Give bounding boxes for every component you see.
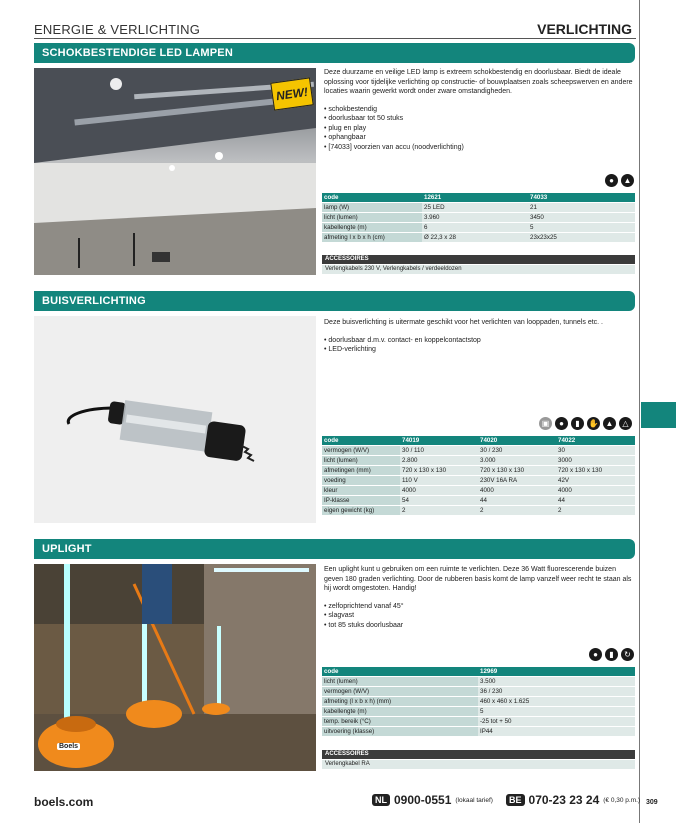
uplight-description <box>324 565 634 630</box>
table-cell: 42V <box>556 476 635 486</box>
led-description <box>324 68 634 152</box>
table-row <box>322 717 635 727</box>
table-cell: 460 x 460 x 1.625 <box>478 697 635 707</box>
led-accessories-header: ACCESSOIRES <box>322 255 635 264</box>
tube-feature-list <box>324 336 634 355</box>
led-feature-icons <box>605 174 634 187</box>
table-cell: 2 <box>478 506 556 516</box>
led-accessories-text: Verlengkabels 230 V, Verlengkabels / verdeeldozen <box>322 265 635 274</box>
list-item: • doorlusbaar tot 50 stuks <box>324 114 634 124</box>
table-cell: afmeting l x b x h (cm) <box>322 233 422 243</box>
table-cell: 44 <box>556 496 635 506</box>
table-cell: lamp (W) <box>322 203 422 213</box>
be-phone-number[interactable]: 070-23 23 24 <box>528 793 600 807</box>
battery-icon: ▣ <box>539 417 552 430</box>
table-cell: -25 tot + 50 <box>478 717 635 727</box>
phone-be <box>506 793 640 807</box>
uplight-feature-icons <box>589 648 634 661</box>
table-cell: kabellengte (m) <box>322 707 478 717</box>
table-cell: IP44 <box>478 727 635 737</box>
uplight-description-text: Een uplight kunt u gebruiken om een ruimte te verlichten. Deze 36 Watt fluorescerende buizen geven 180 graden verlichting. Door de rubberen basis komt de lamp vanzelf weer recht te staan als hij wordt omgestoten. Handig! <box>324 566 632 592</box>
table-cell: afmeting (l x b x h) (mm) <box>322 697 478 707</box>
hand-icon: ✋ <box>588 419 599 428</box>
tube-description <box>324 318 634 355</box>
nl-phone-note: (lokaal tarief) <box>455 796 493 804</box>
table-cell: 30 / 110 <box>400 446 478 456</box>
table-cell: eigen gewicht (kg) <box>322 506 400 516</box>
table-cell: 2.800 <box>400 456 478 466</box>
table-cell: 6 <box>422 223 528 233</box>
table-cell: 5 <box>478 707 635 717</box>
plug-icon: ▮ <box>605 648 618 661</box>
list-item: • schokbestendig <box>324 105 634 115</box>
page-number: 309 <box>646 799 658 806</box>
table-cell: 720 x 130 x 130 <box>556 466 635 476</box>
table-row <box>322 697 635 707</box>
table-cell: 4000 <box>556 486 635 496</box>
plug-icon: ▮ <box>571 417 584 430</box>
list-item: • plug en play <box>324 124 634 134</box>
table-cell: 30 <box>556 446 635 456</box>
lamp-icon: ● <box>555 417 568 430</box>
table-row <box>322 213 635 223</box>
table-cell: 110 V <box>400 476 478 486</box>
table-row <box>322 223 635 233</box>
nl-phone-number[interactable]: 0900-0551 <box>394 793 452 807</box>
table-cell: temp. bereik (°C) <box>322 717 478 727</box>
uplight-photo <box>34 564 316 771</box>
led-spec-table <box>322 193 635 243</box>
table-header-row <box>322 667 635 677</box>
uplight-accessories-header: ACCESSOIRES <box>322 750 635 759</box>
section-header-uplight: UPLIGHT <box>34 539 635 559</box>
table-cell: afmetingen (mm) <box>322 466 400 476</box>
table-header-cell: code <box>322 193 422 203</box>
uplight-feature-list <box>324 602 634 631</box>
tube-description-text: Deze buisverlichting is uitermate geschikt voor het verlichten van looppaden, tunnels etc. . <box>324 319 603 326</box>
table-row <box>322 203 635 213</box>
website-link[interactable]: boels.com <box>34 795 94 809</box>
table-row <box>322 496 635 506</box>
tube-feature-icons <box>539 417 632 430</box>
table-header-row <box>322 436 635 446</box>
nl-flag: NL <box>372 794 390 806</box>
table-row <box>322 233 635 243</box>
table-cell: 25 LED <box>422 203 528 213</box>
new-badge: NEW! <box>270 77 314 110</box>
table-row <box>322 486 635 496</box>
table-cell: voeding <box>322 476 400 486</box>
table-cell: kabellengte (m) <box>322 223 422 233</box>
list-item: • tot 85 stuks doorlusbaar <box>324 621 634 631</box>
table-cell: uitvoering (klasse) <box>322 727 478 737</box>
be-flag: BE <box>506 794 525 806</box>
table-header-cell: code <box>322 667 478 677</box>
table-header-cell: code <box>322 436 400 446</box>
table-cell: licht (lumen) <box>322 456 400 466</box>
header-divider <box>34 38 636 39</box>
table-cell: 3450 <box>528 213 635 223</box>
table-cell: 2 <box>556 506 635 516</box>
table-row <box>322 677 635 687</box>
led-feature-list <box>324 105 634 153</box>
uplight-brand-label: Boels <box>59 743 79 750</box>
table-cell: 5 <box>528 223 635 233</box>
table-cell: 30 / 230 <box>478 446 556 456</box>
lamp-icon: ● <box>605 174 618 187</box>
be-phone-note: (€ 0,30 p.m.) <box>603 796 641 804</box>
page-edge-line <box>639 0 640 823</box>
list-item: • ophangbaar <box>324 133 634 143</box>
table-header-row <box>322 193 635 203</box>
helmet-icon: ▲ <box>603 417 616 430</box>
table-header-cell: 12969 <box>478 667 635 677</box>
table-cell: vermogen (W/V) <box>322 687 478 697</box>
table-cell: 44 <box>478 496 556 506</box>
led-description-text: Deze duurzame en veilige LED lamp is extreem schokbestendig en doorlusbaar. Biedt de ideale oplossing voor tijdelijke verlichting op constructie- of bouwplaatsen zoals scheepswerven en andere locaties waarin gewerkt wordt onder zware omstandigheden. <box>324 69 633 95</box>
table-cell: licht (lumen) <box>322 213 422 223</box>
table-row <box>322 707 635 717</box>
table-cell: Ø 22,3 x 28 <box>422 233 528 243</box>
table-cell: 3.500 <box>478 677 635 687</box>
section-title: VERLICHTING <box>537 21 632 37</box>
table-cell: vermogen (W/V) <box>322 446 400 456</box>
table-row <box>322 446 635 456</box>
tower-icon: △ <box>619 417 632 430</box>
table-cell: 23x23x25 <box>528 233 635 243</box>
phone-nl <box>372 793 493 807</box>
table-header-cell: 74019 <box>400 436 478 446</box>
table-cell: 230V 16A RA <box>478 476 556 486</box>
table-cell: 3.000 <box>478 456 556 466</box>
table-cell: kleur <box>322 486 400 496</box>
list-item: • doorlusbaar d.m.v. contact- en koppelcontactstop <box>324 336 634 346</box>
section-header-buis: BUISVERLICHTING <box>34 291 635 311</box>
table-header-cell: 12621 <box>422 193 528 203</box>
table-row <box>322 466 635 476</box>
table-cell: 4000 <box>400 486 478 496</box>
table-cell: 2 <box>400 506 478 516</box>
table-cell: 720 x 130 x 130 <box>478 466 556 476</box>
table-row <box>322 687 635 697</box>
table-cell: 54 <box>400 496 478 506</box>
table-row <box>322 456 635 466</box>
uplight-spec-table <box>322 667 635 737</box>
table-row <box>322 506 635 516</box>
table-header-cell: 74033 <box>528 193 635 203</box>
table-row <box>322 727 635 737</box>
list-item: • zelfoprichtend vanaf 45° <box>324 602 634 612</box>
table-cell: 4000 <box>478 486 556 496</box>
section-header-led: SCHOKBESTENDIGE LED LAMPEN <box>34 43 635 63</box>
accu-icon: ▲ <box>621 174 634 187</box>
rotate-icon: ↻ <box>621 648 634 661</box>
tube-light-photo <box>34 316 316 523</box>
list-item: • LED-verlichting <box>324 345 634 355</box>
table-header-cell: 74020 <box>478 436 556 446</box>
table-cell: 21 <box>528 203 635 213</box>
list-item: • slagvast <box>324 611 634 621</box>
list-item: • [74033] voorzien van accu (noodverlichting) <box>324 143 634 153</box>
table-cell: licht (lumen) <box>322 677 478 687</box>
table-cell: 3.960 <box>422 213 528 223</box>
tube-spec-table <box>322 436 635 516</box>
table-cell: 36 / 230 <box>478 687 635 697</box>
uplight-accessories-text: Verlengkabel RA <box>322 760 635 769</box>
table-cell: 3000 <box>556 456 635 466</box>
table-header-cell: 74022 <box>556 436 635 446</box>
table-row <box>322 476 635 486</box>
category-title: ENERGIE & VERLICHTING <box>34 22 201 37</box>
table-cell: IP-klasse <box>322 496 400 506</box>
side-index-tab[interactable] <box>641 402 676 428</box>
table-cell: 720 x 130 x 130 <box>400 466 478 476</box>
lamp-icon: ● <box>589 648 602 661</box>
